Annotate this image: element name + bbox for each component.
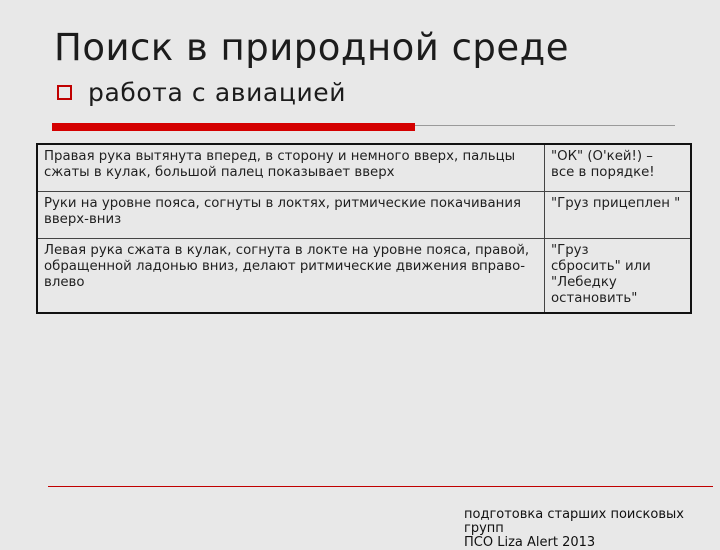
bullet-item <box>57 78 346 107</box>
meaning-cell: "ОК" (О'кей!) – все в порядке! <box>545 144 692 192</box>
meaning-cell: "Груз прицеплен " <box>545 192 692 239</box>
slide-title: Поиск в природной среде <box>54 26 570 69</box>
footer <box>464 508 720 550</box>
footer-line-2: ПСО Liza Alert 2013 <box>464 535 596 550</box>
title-accent-bar <box>52 123 415 131</box>
signals-table <box>36 143 692 314</box>
table-row <box>37 192 691 239</box>
footer-divider-line <box>48 486 713 487</box>
table-row <box>37 239 691 314</box>
gesture-cell: Правая рука вытянута вперед, в сторону и немного вверх, пальцы сжаты в кулак, большой палец показывает вверх <box>37 144 545 192</box>
gesture-cell: Руки на уровне пояса, согнуты в локтях, ритмические покачивания вверх-вниз <box>37 192 545 239</box>
gesture-cell: Левая рука сжата в кулак, согнута в локте на уровне пояса, правой, обращенной ладонью вниз, делают ритмические движения вправо-влево <box>37 239 545 314</box>
footer-line-1: подготовка старших поисковых групп <box>464 507 684 536</box>
bullet-text: работа с авиацией <box>88 78 347 107</box>
table-row <box>37 144 691 192</box>
title-divider-line <box>415 125 675 126</box>
square-bullet-icon <box>57 85 72 100</box>
meaning-cell: "Груз сбросить" или "Лебедку остановить" <box>545 239 692 314</box>
